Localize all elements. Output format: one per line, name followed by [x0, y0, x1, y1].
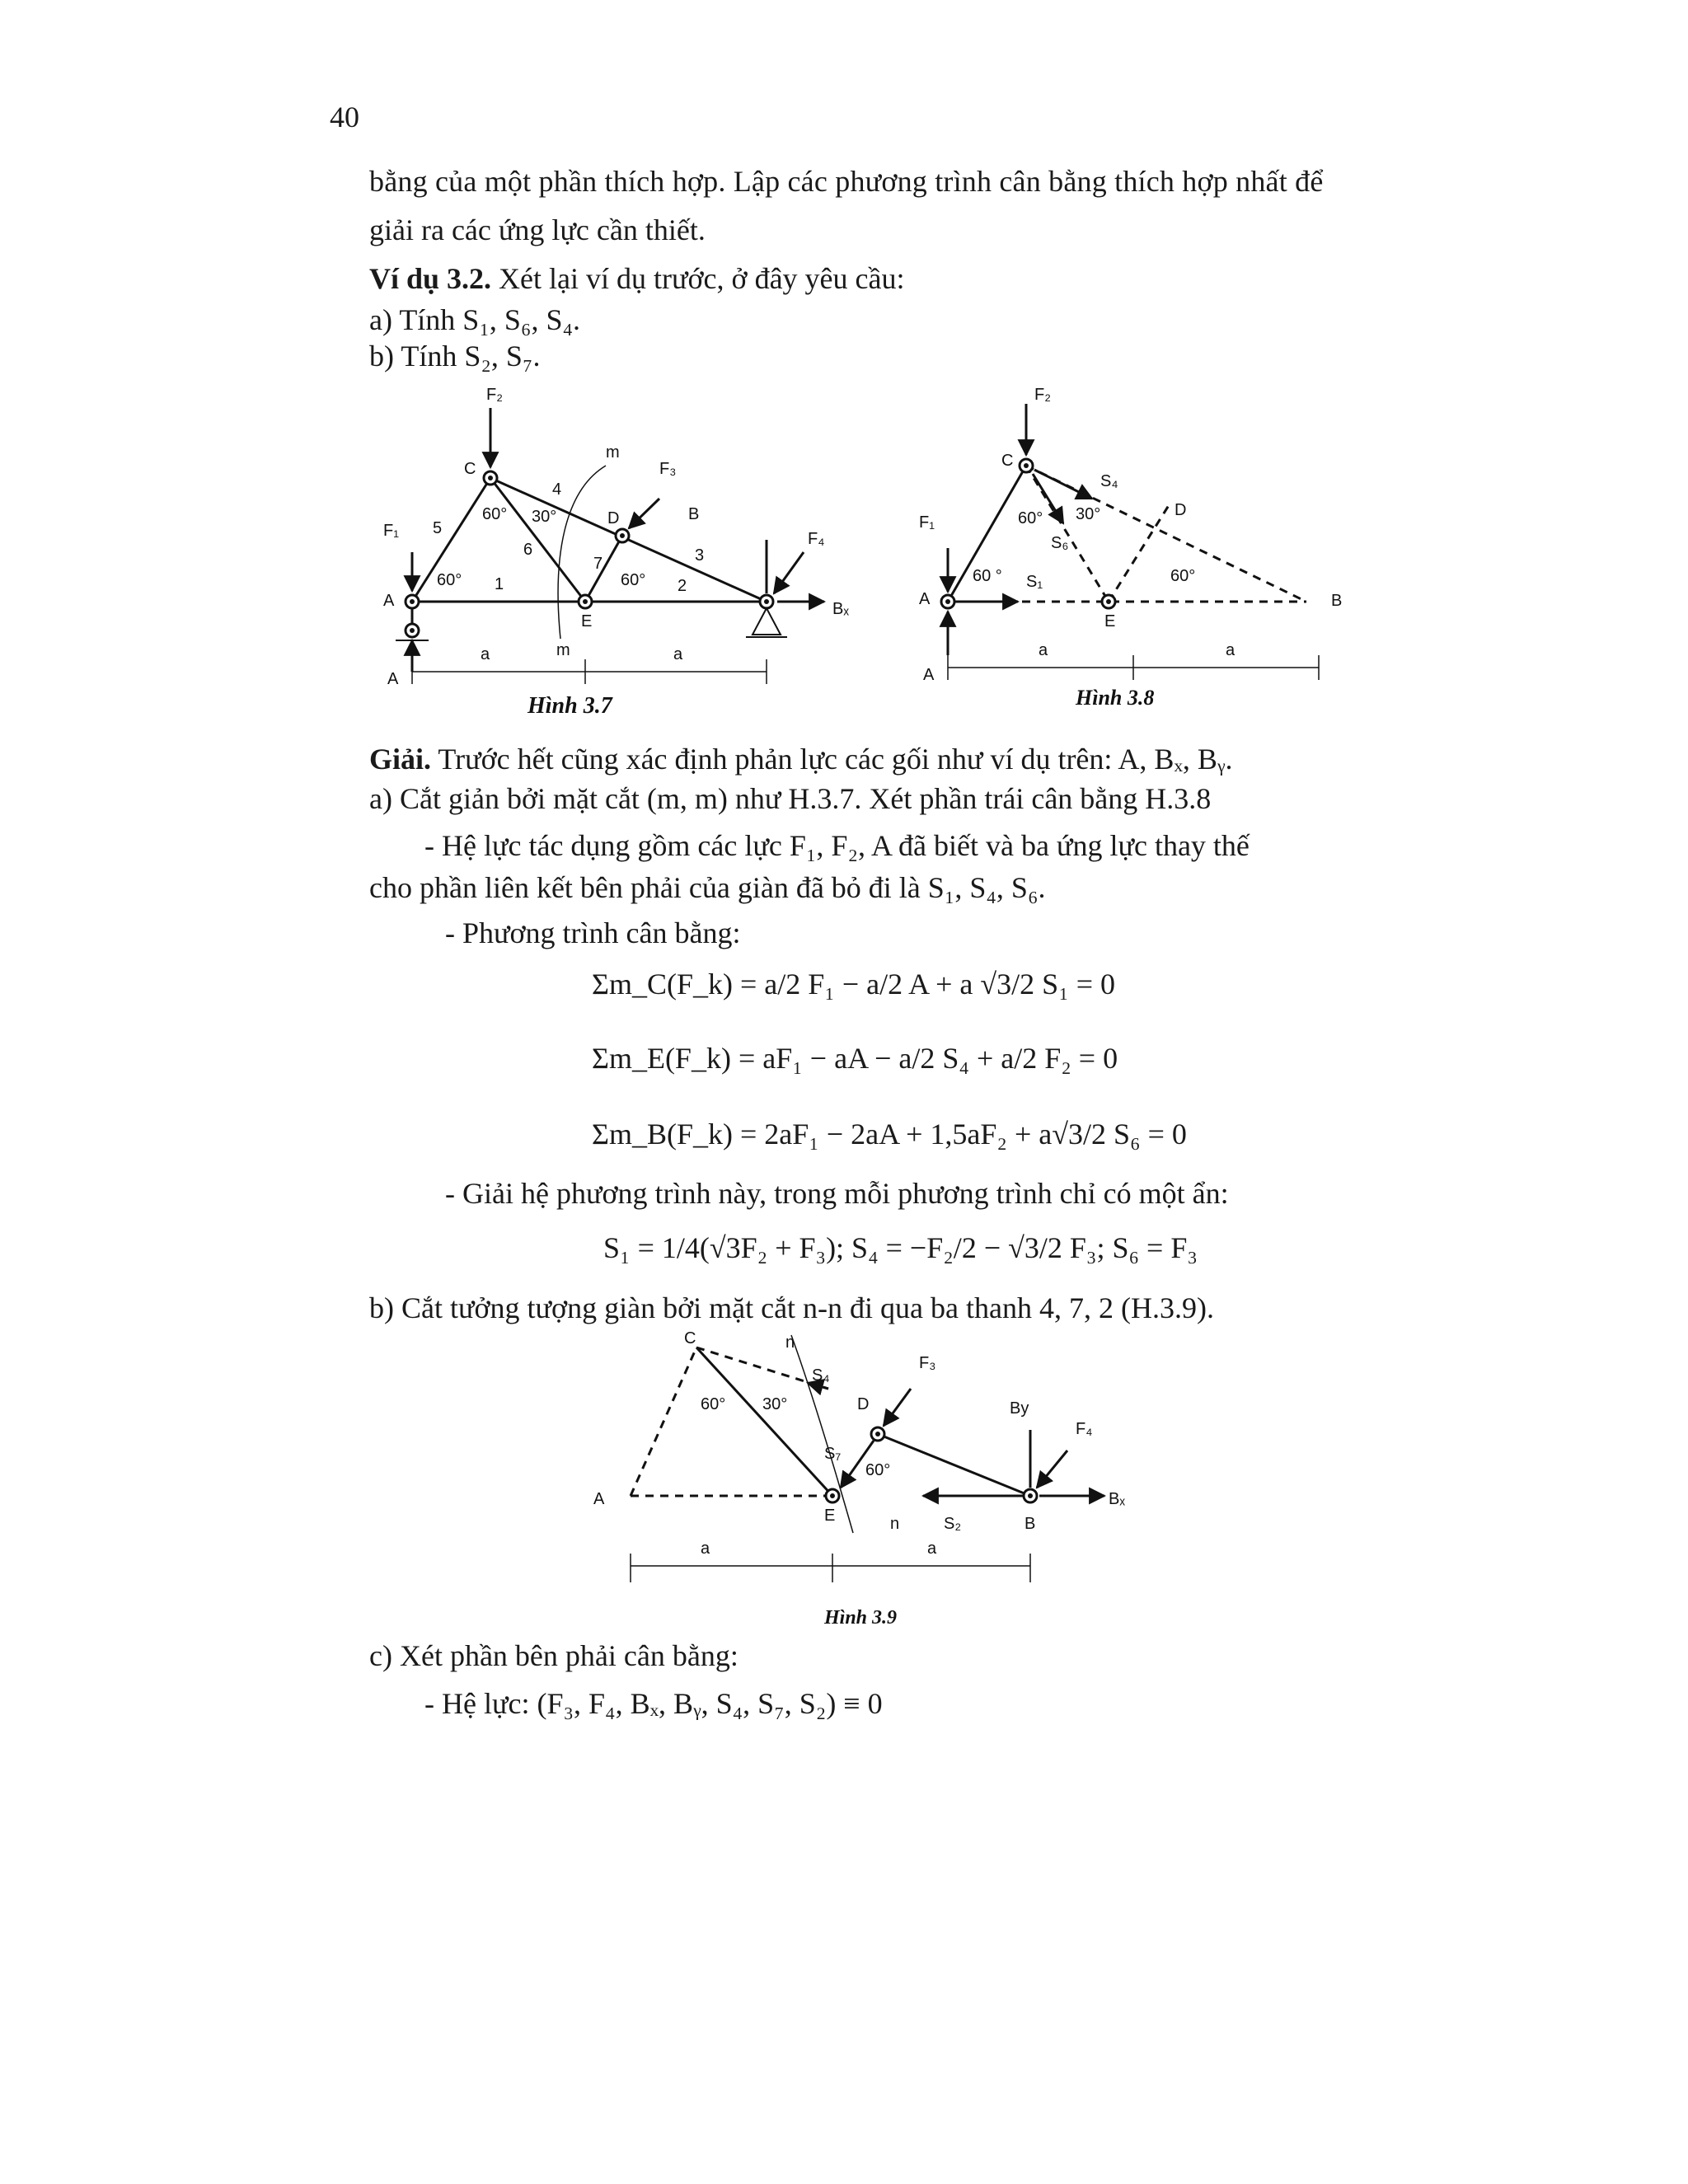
svg-text:5: 5 [433, 519, 443, 537]
solution-a-line: a) Cắt giản bởi mặt cắt (m, m) như H.3.7. Xét phần trái cân bằng H.3.8 [369, 782, 1212, 815]
svg-text:S₄: S₄ [1100, 472, 1118, 490]
svg-text:60°: 60° [437, 571, 462, 589]
equation-2: Σm_E(F_k) = aF₁ − aA − a/2 S₄ + a/2 F₂ = 0 [592, 1042, 1118, 1075]
svg-text:E: E [824, 1507, 836, 1525]
svg-text:E: E [1104, 612, 1116, 630]
figure-3-8 [911, 371, 1372, 725]
svg-text:60°: 60° [482, 505, 508, 523]
solve-line: - Giải hệ phương trình này, trong mỗi phương trình chỉ có một ẩn: [445, 1177, 1229, 1210]
svg-text:F₁: F₁ [383, 522, 399, 540]
intro-line-2: giải ra các ứng lực cần thiết. [369, 213, 706, 246]
figure-3-7-caption: Hình 3.7 [528, 693, 612, 719]
figure-3-8-caption: Hình 3.8 [1076, 686, 1155, 710]
svg-text:6: 6 [523, 541, 533, 559]
svg-text:60°: 60° [1018, 509, 1043, 527]
solution-b-line: b) Cắt tưởng tượng giàn bởi mặt cắt n-n đi qua ba thanh 4, 7, 2 (H.3.9). [369, 1291, 1214, 1324]
figure-3-9 [581, 1331, 1158, 1632]
svg-text:D: D [607, 509, 620, 527]
example-part-a: a) Tính S₁, S₆, S₄. [369, 303, 581, 336]
svg-text:n: n [890, 1515, 900, 1533]
svg-text:By: By [1010, 1399, 1029, 1418]
svg-text:1: 1 [495, 575, 504, 593]
equation-1: Σm_C(F_k) = a/2 F₁ − a/2 A + a √3/2 S₁ = 0 [592, 968, 1116, 1001]
solution-c-line: c) Xét phần bên phải cân bằng: [369, 1639, 738, 1672]
svg-text:A: A [383, 592, 395, 610]
svg-text:C: C [464, 460, 476, 478]
svg-text:C: C [1001, 452, 1014, 470]
svg-text:F₁: F₁ [919, 513, 935, 532]
svg-text:30°: 30° [762, 1395, 788, 1413]
svg-text:S₂: S₂ [944, 1515, 962, 1533]
svg-text:B: B [1331, 592, 1343, 610]
svg-text:3: 3 [695, 546, 705, 565]
solution-text: Trước hết cũng xác định phản lực các gối như ví dụ trên: A, Bₓ, Bᵧ. [431, 743, 1233, 776]
system-line-2: cho phần liên kết bên phải của giàn đã bỏ đi là S₁, S₄, S₆. [369, 871, 1046, 904]
svg-text:30°: 30° [532, 508, 557, 526]
svg-text:a: a [701, 1540, 710, 1558]
svg-text:D: D [1175, 501, 1187, 519]
intro-line-1: bằng của một phần thích hợp. Lập các phương trình cân bằng thích hợp nhất để [369, 165, 1324, 198]
svg-text:A: A [923, 666, 935, 684]
svg-text:B: B [1025, 1515, 1036, 1533]
solution-label: Giải. [369, 743, 432, 776]
example-label: Ví dụ 3.2. [369, 262, 492, 295]
svg-text:a: a [927, 1540, 937, 1558]
svg-text:S₆: S₆ [1051, 534, 1069, 552]
equation-3: Σm_B(F_k) = 2aF₁ − 2aA + 1,5aF₂ + a√3/2 S₆ = 0 [592, 1118, 1187, 1151]
svg-text:A: A [387, 670, 399, 688]
svg-text:S₄: S₄ [812, 1366, 830, 1385]
svg-text:60°: 60° [1170, 567, 1196, 585]
svg-text:D: D [857, 1395, 870, 1413]
svg-text:7: 7 [593, 555, 603, 573]
svg-text:60°: 60° [865, 1461, 891, 1479]
solution-heading [369, 739, 1232, 779]
svg-text:F₄: F₄ [808, 530, 825, 548]
svg-text:60°: 60° [701, 1395, 726, 1413]
svg-text:A: A [919, 590, 931, 608]
example-part-b: b) Tính S₂, S₇. [369, 340, 541, 373]
svg-text:4: 4 [552, 480, 562, 499]
svg-text:S₁: S₁ [1026, 573, 1043, 591]
svg-text:F₂: F₂ [486, 386, 503, 404]
svg-text:2: 2 [678, 577, 687, 595]
system-line-1: - Hệ lực tác dụng gồm các lực F₁, F₂, A đã biết và ba ứng lực thay thế [424, 829, 1250, 862]
svg-text:Bₓ: Bₓ [832, 600, 849, 618]
svg-text:C: C [684, 1331, 696, 1347]
svg-text:F₄: F₄ [1076, 1420, 1093, 1438]
equation-title: - Phương trình cân bằng: [445, 916, 741, 949]
figure-3-7 [375, 375, 870, 729]
svg-text:a: a [673, 645, 683, 663]
result-equation: S₁ = 1/4(√3F₂ + F₃); S₄ = −F₂/2 − √3/2 F₃; S₆ = F₃ [603, 1231, 1198, 1264]
svg-text:30°: 30° [1076, 505, 1101, 523]
svg-text:60°: 60° [621, 571, 646, 589]
svg-text:a: a [1226, 641, 1236, 659]
svg-text:A: A [593, 1490, 605, 1508]
svg-text:m: m [606, 443, 620, 462]
figure-3-9-caption: Hình 3.9 [824, 1607, 898, 1629]
example-heading [369, 259, 904, 298]
svg-text:m: m [556, 641, 570, 659]
svg-text:F₂: F₂ [1034, 386, 1051, 404]
svg-text:B: B [688, 505, 700, 523]
svg-text:F₃: F₃ [659, 460, 677, 478]
svg-text:Bₓ: Bₓ [1109, 1490, 1125, 1508]
svg-text:a: a [1039, 641, 1048, 659]
svg-text:60 °: 60 ° [973, 567, 1002, 585]
svg-text:n: n [785, 1333, 795, 1352]
svg-text:F₃: F₃ [919, 1354, 936, 1372]
example-text: Xét lại ví dụ trước, ở đây yêu cầu: [491, 262, 905, 295]
system-2-line: - Hệ lực: (F₃, F₄, Bₓ, Bᵧ, S₄, S₇, S₂) ≡ 0 [424, 1687, 883, 1720]
svg-text:S₇: S₇ [824, 1445, 842, 1463]
svg-text:E: E [581, 612, 593, 630]
svg-text:a: a [481, 645, 490, 663]
page-number: 40 [330, 101, 359, 134]
